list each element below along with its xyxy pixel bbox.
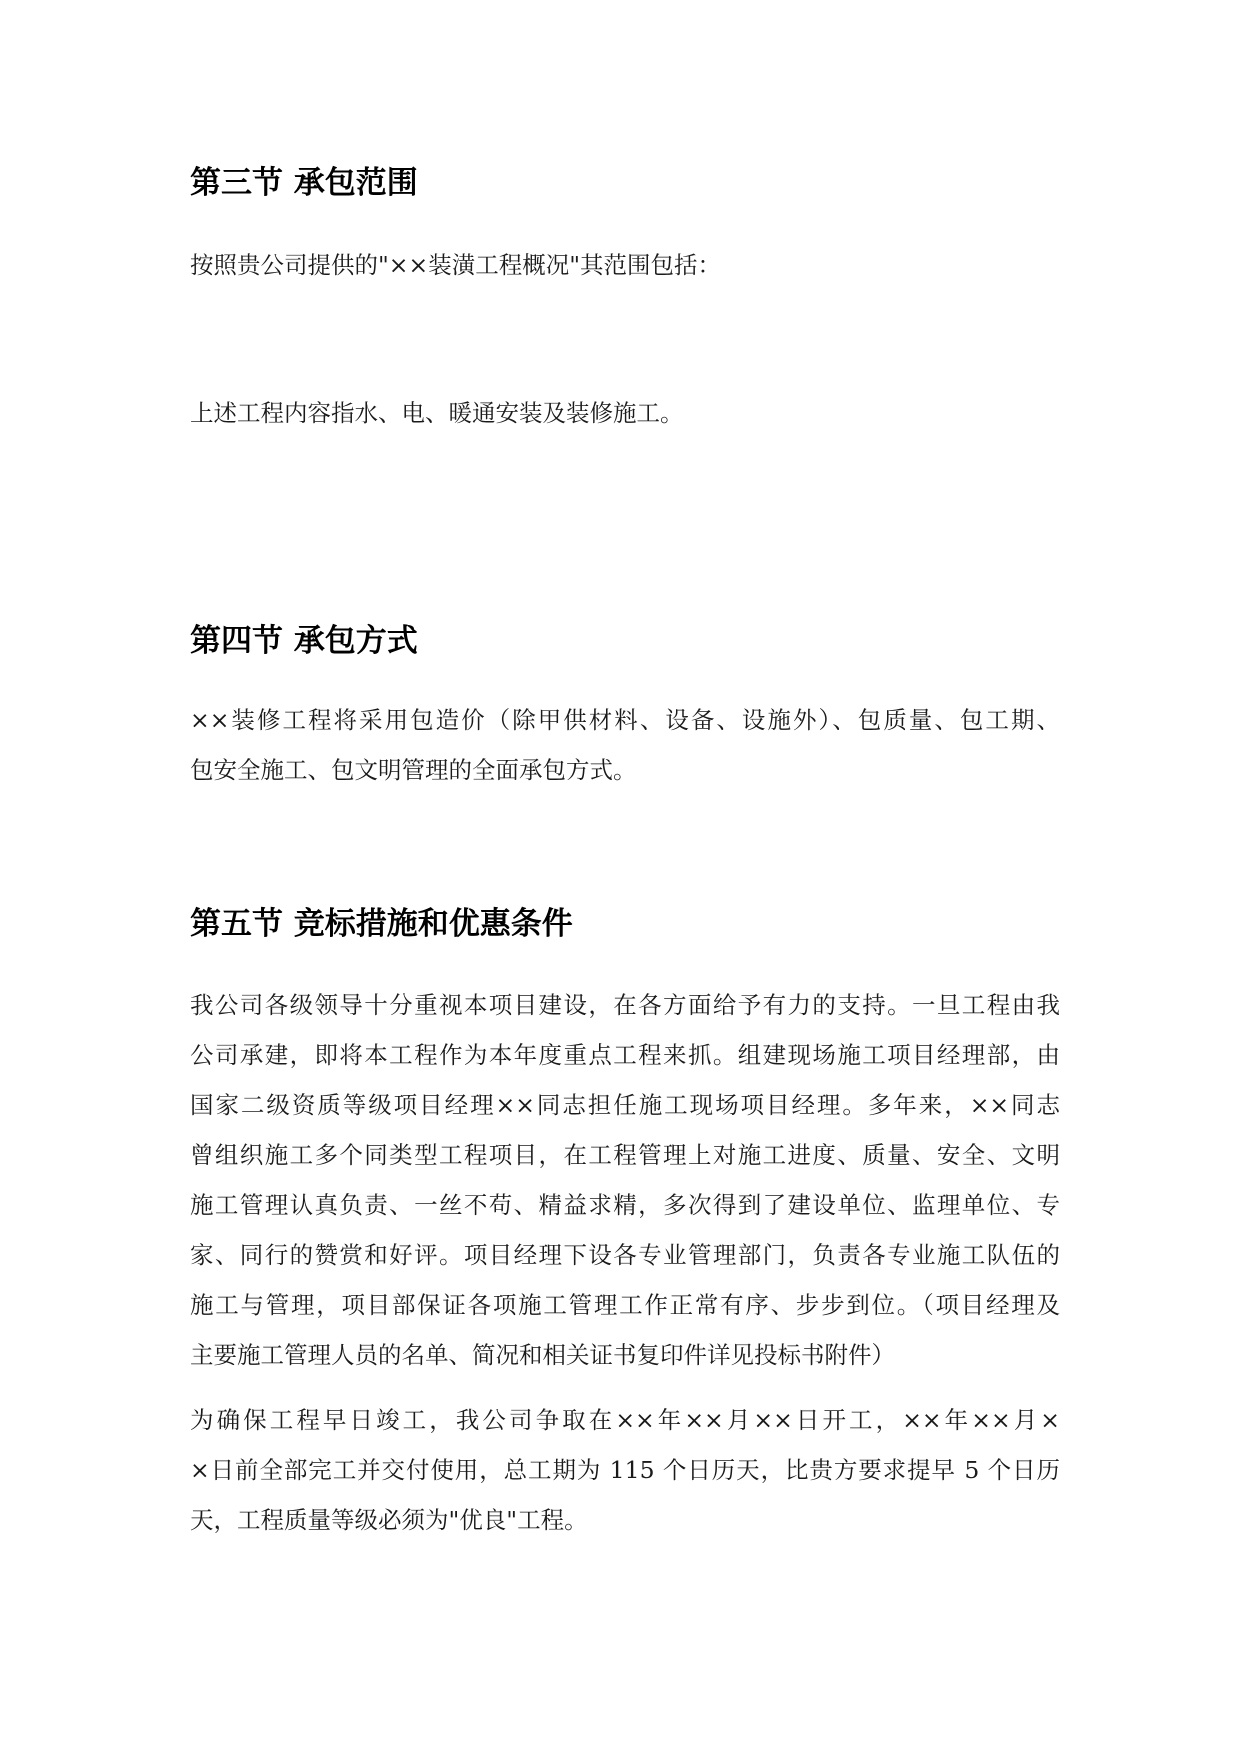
paragraph: 上述工程内容指水、电、暖通安装及装修施工。 — [190, 399, 684, 427]
paragraph-line: 施工管理认真负责、一丝不苟、精益求精，多次得到了建设单位、监理单位、专 — [190, 1191, 1060, 1219]
paragraph-line: 我公司各级领导十分重视本项目建设，在各方面给予有力的支持。一旦工程由我 — [190, 991, 1060, 1019]
paragraph: 按照贵公司提供的"××装潢工程概况"其范围包括： — [190, 251, 721, 279]
section-heading: 第四节 承包方式 — [190, 623, 418, 659]
paragraph-line: 国家二级资质等级项目经理××同志担任施工现场项目经理。多年来，××同志 — [190, 1091, 1060, 1119]
section-heading: 第五节 竞标措施和优惠条件 — [190, 906, 573, 942]
paragraph-line: 包安全施工、包文明管理的全面承包方式。 — [190, 756, 637, 784]
paragraph-line: ××装修工程将采用包造价（除甲供材料、设备、设施外）、包质量、包工期、 — [190, 706, 1060, 734]
paragraph — [190, 980, 1060, 1380]
paragraph-line: ×日前全部完工并交付使用，总工期为 115 个日历天，比贵方要求提早 5 个日历 — [190, 1456, 1060, 1484]
paragraph — [190, 1395, 1060, 1545]
paragraph — [190, 695, 1060, 795]
paragraph-line: 为确保工程早日竣工，我公司争取在××年××月××日开工，××年××月× — [190, 1406, 1060, 1434]
paragraph-line: 天，工程质量等级必须为"优良"工程。 — [190, 1506, 588, 1534]
paragraph-line: 施工与管理，项目部保证各项施工管理工作正常有序、步步到位。（项目经理及 — [190, 1291, 1060, 1319]
paragraph-line: 曾组织施工多个同类型工程项目，在工程管理上对施工进度、质量、安全、文明 — [190, 1141, 1060, 1169]
section-heading: 第三节 承包范围 — [190, 165, 418, 201]
paragraph-line: 主要施工管理人员的名单、简况和相关证书复印件详见投标书附件） — [190, 1341, 895, 1369]
paragraph-line: 公司承建，即将本工程作为本年度重点工程来抓。组建现场施工项目经理部，由 — [190, 1041, 1060, 1069]
paragraph-line: 家、同行的赞赏和好评。项目经理下设各专业管理部门，负责各专业施工队伍的 — [190, 1241, 1060, 1269]
